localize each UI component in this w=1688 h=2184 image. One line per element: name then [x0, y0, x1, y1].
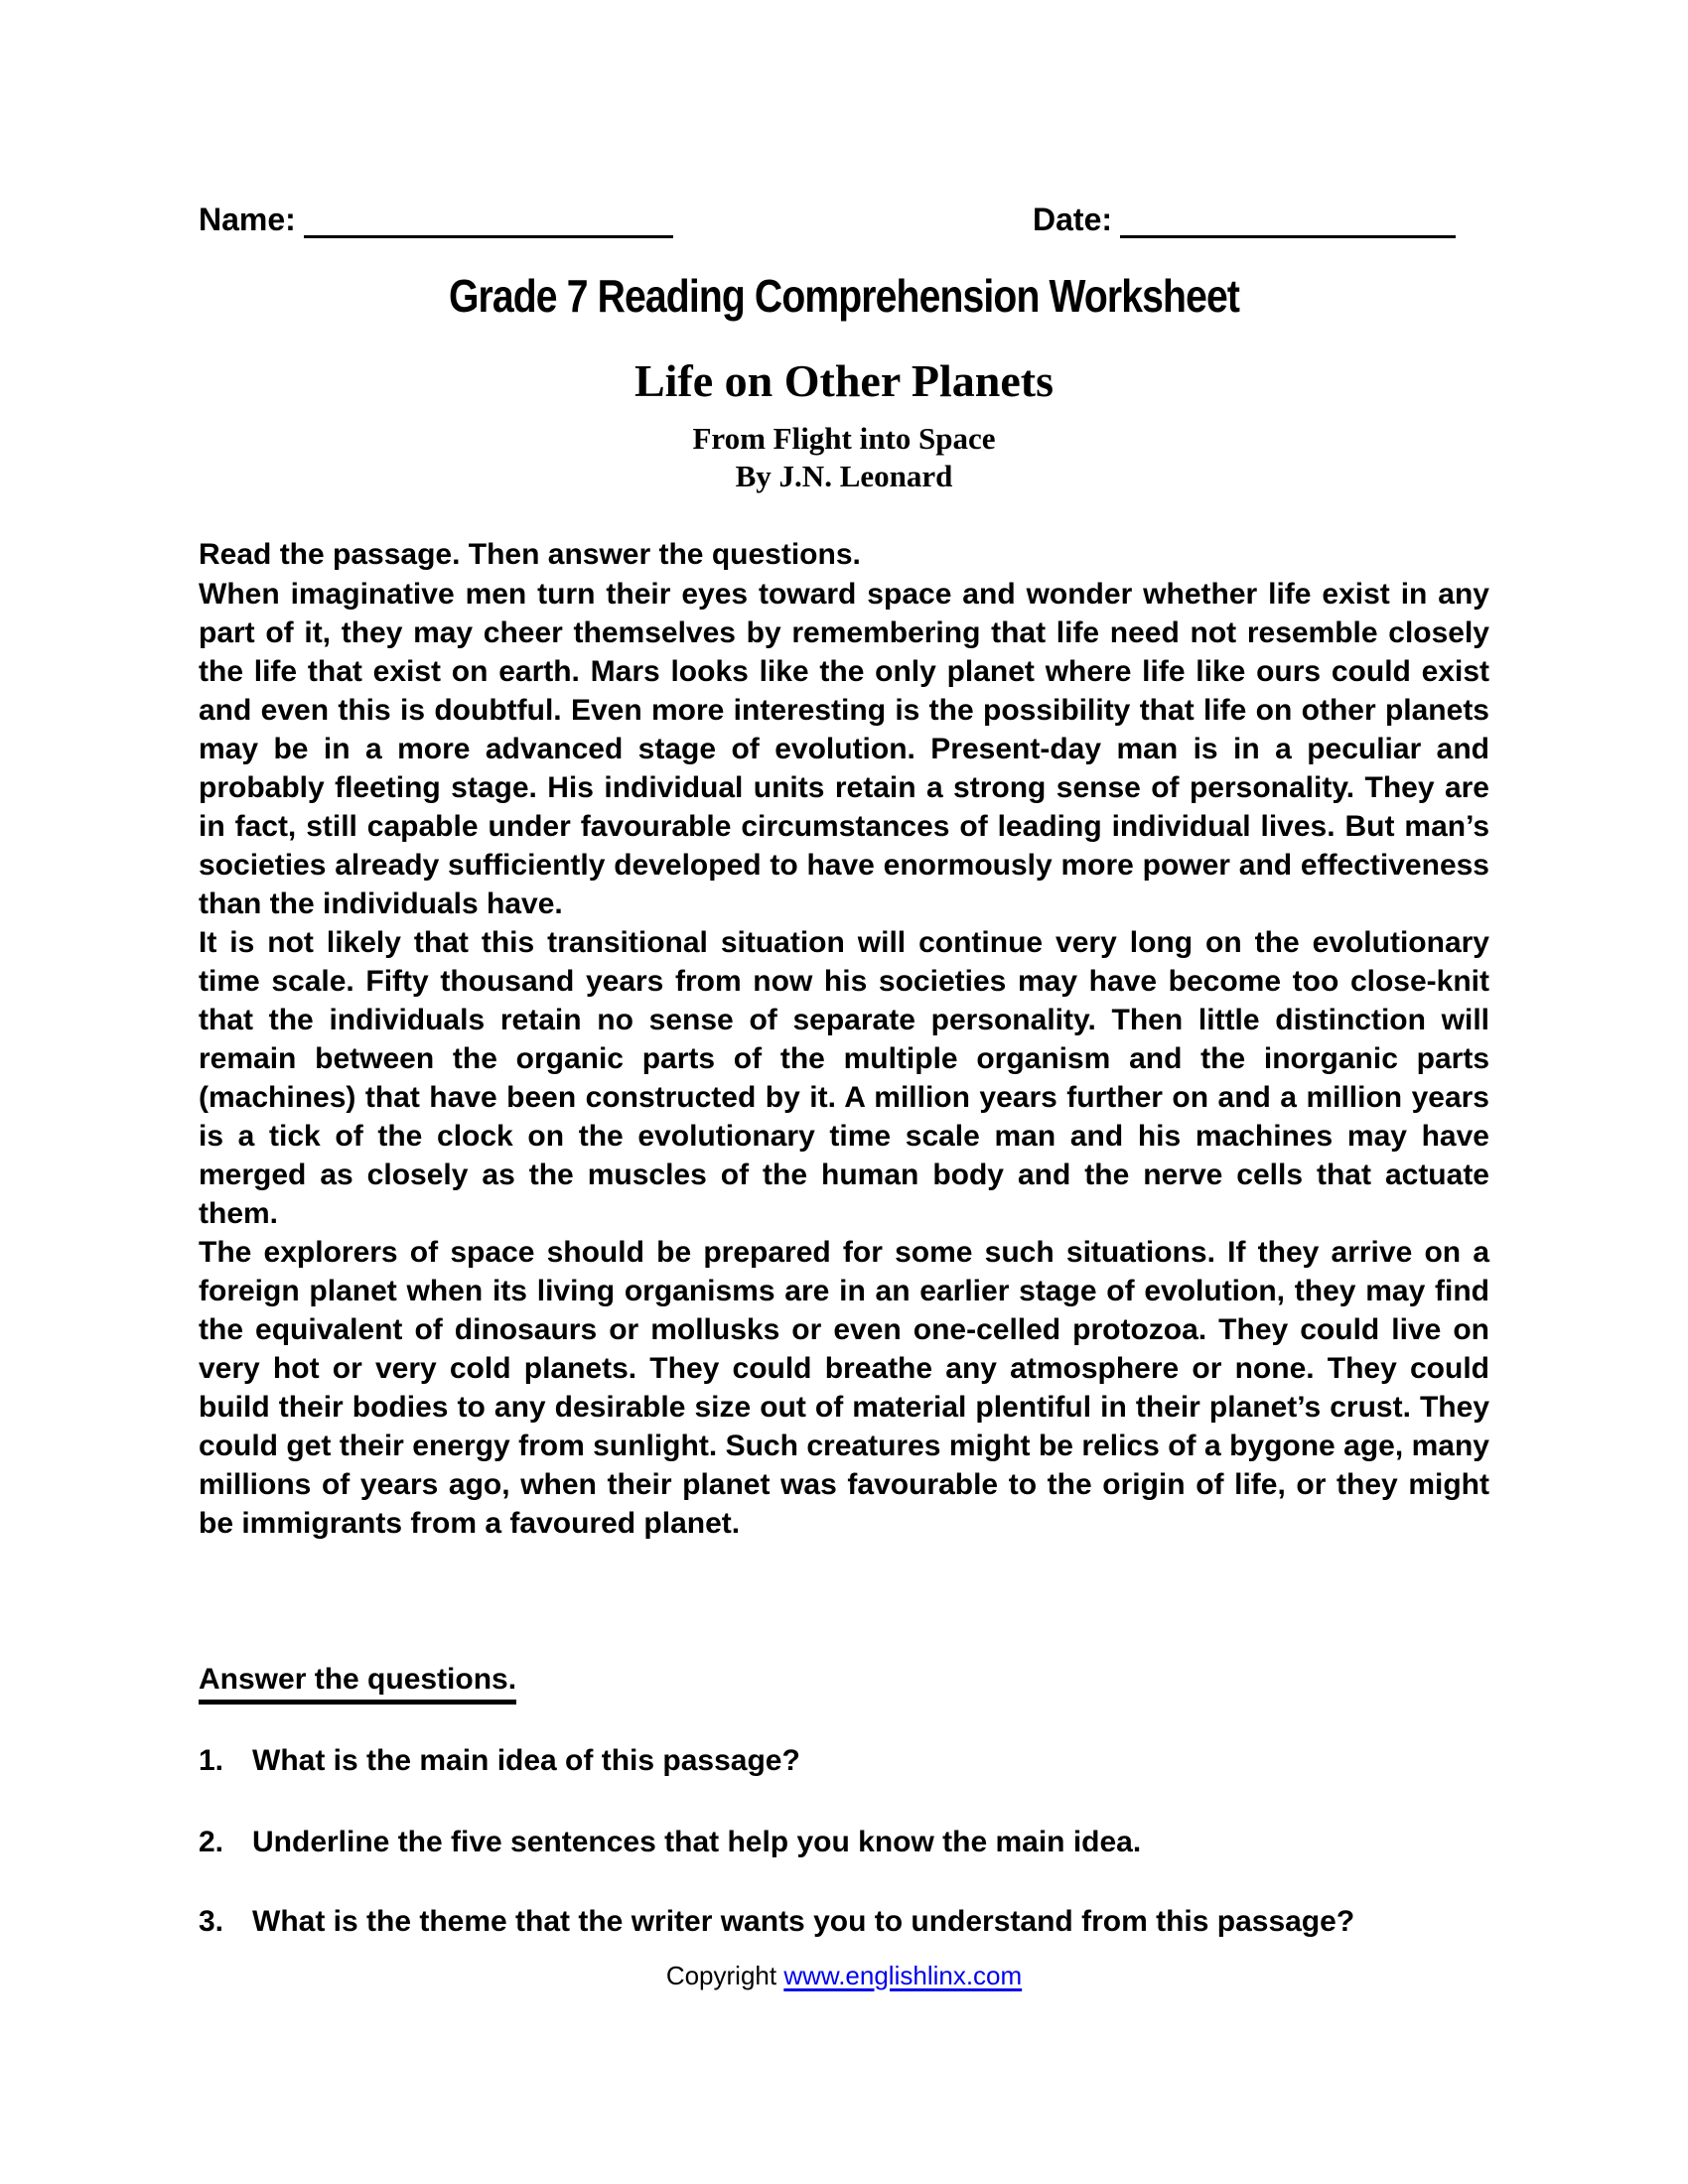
copyright-text: Copyright — [665, 1961, 784, 1990]
date-field — [1033, 201, 1456, 238]
instructions-line: Read the passage. Then answer the questions. — [199, 538, 861, 571]
answer-heading-text: Answer the questions. — [199, 1663, 516, 1705]
question-number: 1. — [199, 1744, 224, 1777]
passage-paragraph: When imaginative men turn their eyes toward space and wonder whether life exist in any part of it, they may cheer themselves by remembering that life need not resemble closely the life that exist on earth. Mars looks like the only planet where life like ours could exist and even this is doubtful. Even more interesting is the possibility that life on other planets may be in a more advanced stage of evolution. Present-day man is in a peculiar and probably fleeting stage. His individual units retain a strong sense of personality. They are in fact, still capable under favourable circumstances of leading individual lives. But man’s societies already sufficiently developed to have enormously more power and effectiveness than the individuals have. — [199, 578, 1489, 920]
answer-heading — [199, 1660, 516, 1699]
passage-paragraph: It is not likely that this transitional situation will continue very long on the evolutionary time scale. Fifty thousand years from now his societies may have become too close-knit that the individuals retain no sense of separate personality. Then little distinction will remain between the organic parts of the multiple organism and the inorganic parts (machines) that have been constructed by it. A million years further on and a million years is a tick of the clock on the evolutionary time scale man and his machines may have merged as closely as the muscles of the human body and the nerve cells that actuate them. — [199, 926, 1489, 1230]
question-item — [199, 1823, 1589, 1861]
question-text: What is the theme that the writer wants you to understand from this passage? — [252, 1905, 1355, 1938]
question-text: What is the main idea of this passage? — [252, 1744, 800, 1777]
copyright-link[interactable]: www.englishlinx.com — [783, 1961, 1023, 1990]
question-number: 3. — [199, 1905, 224, 1938]
question-number: 2. — [199, 1826, 224, 1858]
passage-author: By J.N. Leonard — [735, 459, 953, 493]
question-item — [199, 1741, 1589, 1780]
passage-body — [199, 575, 1489, 1543]
passage-paragraph: The explorers of space should be prepared for some such situations. If they arrive on a foreign planet when its living organisms are in an earlier stage of evolution, they may find the equivalent of dinosaurs or mollusks or even one-celled protozoa. They could live on very hot or very cold planets. They could breathe any atmosphere or none. They could build their bodies to any desirable size out of material plentiful in their planet’s crust. They could get their energy from sunlight. Such creatures might be relics of a bygone age, many millions of years ago, when their planet was favourable to the origin of life, or they might be immigrants from a favoured planet. — [199, 1236, 1489, 1540]
copyright-line — [0, 1960, 1688, 1991]
date-blank-line — [1120, 204, 1456, 238]
date-label: Date: — [1033, 202, 1113, 237]
question-text: Underline the five sentences that help you know the main idea. — [252, 1826, 1142, 1858]
question-item — [199, 1902, 1589, 1941]
passage-source: From Flight into Space — [692, 421, 996, 456]
name-field — [199, 201, 673, 238]
name-label: Name: — [199, 202, 296, 237]
passage-title: Life on Other Planets — [633, 355, 1055, 406]
name-blank-line — [304, 204, 673, 238]
worksheet-title: Grade 7 Reading Comprehension Worksheet — [448, 270, 1240, 322]
